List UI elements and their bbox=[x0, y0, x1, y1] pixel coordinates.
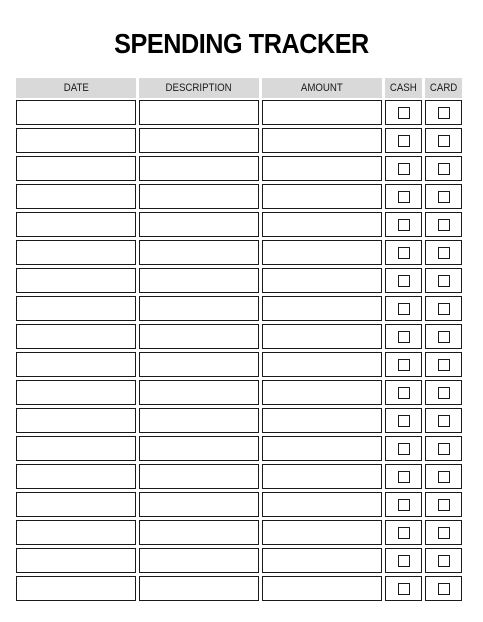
card-cell bbox=[425, 100, 462, 125]
description-field[interactable] bbox=[139, 184, 259, 209]
table-row bbox=[16, 100, 464, 125]
cash-checkbox[interactable] bbox=[398, 499, 410, 511]
table-row bbox=[16, 212, 464, 237]
cash-cell bbox=[385, 268, 422, 293]
cash-checkbox[interactable] bbox=[398, 387, 410, 399]
table-row bbox=[16, 128, 464, 153]
cash-checkbox[interactable] bbox=[398, 303, 410, 315]
description-field[interactable] bbox=[139, 212, 259, 237]
amount-field[interactable] bbox=[262, 240, 382, 265]
date-field[interactable] bbox=[16, 548, 136, 573]
column-header-card: CARD bbox=[425, 78, 462, 98]
card-checkbox[interactable] bbox=[438, 359, 450, 371]
cash-cell bbox=[385, 156, 422, 181]
description-field[interactable] bbox=[139, 156, 259, 181]
card-cell bbox=[425, 268, 462, 293]
cash-cell bbox=[385, 240, 422, 265]
cash-cell bbox=[385, 464, 422, 489]
cash-checkbox[interactable] bbox=[398, 471, 410, 483]
card-checkbox[interactable] bbox=[438, 247, 450, 259]
card-cell bbox=[425, 464, 462, 489]
date-field[interactable] bbox=[16, 464, 136, 489]
card-checkbox[interactable] bbox=[438, 499, 450, 511]
amount-field[interactable] bbox=[262, 464, 382, 489]
column-header-amount: AMOUNT bbox=[262, 78, 382, 98]
card-cell bbox=[425, 240, 462, 265]
card-checkbox[interactable] bbox=[438, 471, 450, 483]
description-field[interactable] bbox=[139, 100, 259, 125]
cash-cell bbox=[385, 212, 422, 237]
card-cell bbox=[425, 128, 462, 153]
table-row bbox=[16, 156, 464, 181]
amount-field[interactable] bbox=[262, 184, 382, 209]
cash-cell bbox=[385, 324, 422, 349]
card-cell bbox=[425, 520, 462, 545]
card-checkbox[interactable] bbox=[438, 331, 450, 343]
date-field[interactable] bbox=[16, 436, 136, 461]
cash-checkbox[interactable] bbox=[398, 275, 410, 287]
page-title: SPENDING TRACKER bbox=[114, 28, 369, 59]
cash-checkbox[interactable] bbox=[398, 583, 410, 595]
cash-cell bbox=[385, 520, 422, 545]
cash-checkbox[interactable] bbox=[398, 527, 410, 539]
date-field[interactable] bbox=[16, 296, 136, 321]
table-row bbox=[16, 240, 464, 265]
cash-checkbox[interactable] bbox=[398, 247, 410, 259]
table-row bbox=[16, 436, 464, 461]
amount-field[interactable] bbox=[262, 576, 382, 601]
amount-field[interactable] bbox=[262, 408, 382, 433]
date-field[interactable] bbox=[16, 240, 136, 265]
date-field[interactable] bbox=[16, 212, 136, 237]
cash-checkbox[interactable] bbox=[398, 415, 410, 427]
card-checkbox[interactable] bbox=[438, 583, 450, 595]
card-checkbox[interactable] bbox=[438, 527, 450, 539]
cash-cell bbox=[385, 184, 422, 209]
table-row bbox=[16, 464, 464, 489]
card-cell bbox=[425, 352, 462, 377]
amount-field[interactable] bbox=[262, 520, 382, 545]
cash-cell bbox=[385, 128, 422, 153]
table-row bbox=[16, 520, 464, 545]
date-field[interactable] bbox=[16, 184, 136, 209]
description-field[interactable] bbox=[139, 408, 259, 433]
date-field[interactable] bbox=[16, 576, 136, 601]
card-checkbox[interactable] bbox=[438, 303, 450, 315]
description-field[interactable] bbox=[139, 380, 259, 405]
table-body bbox=[16, 100, 464, 601]
table-row bbox=[16, 324, 464, 349]
amount-field[interactable] bbox=[262, 212, 382, 237]
cash-checkbox[interactable] bbox=[398, 555, 410, 567]
card-checkbox[interactable] bbox=[438, 443, 450, 455]
card-cell bbox=[425, 324, 462, 349]
cash-cell bbox=[385, 352, 422, 377]
date-field[interactable] bbox=[16, 100, 136, 125]
column-header-description: DESCRIPTION bbox=[139, 78, 259, 98]
card-cell bbox=[425, 492, 462, 517]
table-row bbox=[16, 268, 464, 293]
cash-cell bbox=[385, 492, 422, 517]
amount-field[interactable] bbox=[262, 380, 382, 405]
column-header-cash: CASH bbox=[385, 78, 422, 98]
cash-cell bbox=[385, 296, 422, 321]
cash-checkbox[interactable] bbox=[398, 107, 410, 119]
amount-field[interactable] bbox=[262, 296, 382, 321]
amount-field[interactable] bbox=[262, 100, 382, 125]
cash-checkbox[interactable] bbox=[398, 163, 410, 175]
cash-cell bbox=[385, 436, 422, 461]
cash-checkbox[interactable] bbox=[398, 331, 410, 343]
amount-field[interactable] bbox=[262, 324, 382, 349]
amount-field[interactable] bbox=[262, 156, 382, 181]
cash-cell bbox=[385, 548, 422, 573]
table-row bbox=[16, 492, 464, 517]
cash-cell bbox=[385, 576, 422, 601]
date-field[interactable] bbox=[16, 352, 136, 377]
card-cell bbox=[425, 548, 462, 573]
date-field[interactable] bbox=[16, 408, 136, 433]
cash-checkbox[interactable] bbox=[398, 135, 410, 147]
description-field[interactable] bbox=[139, 324, 259, 349]
card-checkbox[interactable] bbox=[438, 219, 450, 231]
date-field[interactable] bbox=[16, 268, 136, 293]
table-row bbox=[16, 184, 464, 209]
date-field[interactable] bbox=[16, 380, 136, 405]
cash-cell bbox=[385, 408, 422, 433]
column-header-date: DATE bbox=[16, 78, 136, 98]
card-checkbox[interactable] bbox=[438, 415, 450, 427]
cash-checkbox[interactable] bbox=[398, 219, 410, 231]
card-checkbox[interactable] bbox=[438, 163, 450, 175]
date-field[interactable] bbox=[16, 128, 136, 153]
cash-checkbox[interactable] bbox=[398, 359, 410, 371]
table-row bbox=[16, 296, 464, 321]
cash-cell bbox=[385, 380, 422, 405]
card-cell bbox=[425, 380, 462, 405]
card-checkbox[interactable] bbox=[438, 275, 450, 287]
cash-checkbox[interactable] bbox=[398, 191, 410, 203]
card-checkbox[interactable] bbox=[438, 191, 450, 203]
cash-cell bbox=[385, 100, 422, 125]
amount-field[interactable] bbox=[262, 352, 382, 377]
cash-checkbox[interactable] bbox=[398, 443, 410, 455]
table-row bbox=[16, 380, 464, 405]
card-cell bbox=[425, 436, 462, 461]
description-field[interactable] bbox=[139, 128, 259, 153]
table-row bbox=[16, 408, 464, 433]
description-field[interactable] bbox=[139, 296, 259, 321]
description-field[interactable] bbox=[139, 520, 259, 545]
description-field[interactable] bbox=[139, 464, 259, 489]
amount-field[interactable] bbox=[262, 548, 382, 573]
table-header bbox=[16, 78, 464, 98]
table-row bbox=[16, 576, 464, 601]
description-field[interactable] bbox=[139, 492, 259, 517]
card-cell bbox=[425, 184, 462, 209]
amount-field[interactable] bbox=[262, 128, 382, 153]
card-cell bbox=[425, 408, 462, 433]
card-cell bbox=[425, 296, 462, 321]
card-checkbox[interactable] bbox=[438, 387, 450, 399]
spending-table bbox=[16, 78, 464, 604]
description-field[interactable] bbox=[139, 240, 259, 265]
card-cell bbox=[425, 156, 462, 181]
description-field[interactable] bbox=[139, 548, 259, 573]
amount-field[interactable] bbox=[262, 268, 382, 293]
table-row bbox=[16, 352, 464, 377]
table-row bbox=[16, 548, 464, 573]
description-field[interactable] bbox=[139, 576, 259, 601]
card-checkbox[interactable] bbox=[438, 135, 450, 147]
card-cell bbox=[425, 576, 462, 601]
description-field[interactable] bbox=[139, 268, 259, 293]
card-checkbox[interactable] bbox=[438, 555, 450, 567]
amount-field[interactable] bbox=[262, 436, 382, 461]
date-field[interactable] bbox=[16, 492, 136, 517]
date-field[interactable] bbox=[16, 156, 136, 181]
card-checkbox[interactable] bbox=[438, 107, 450, 119]
description-field[interactable] bbox=[139, 436, 259, 461]
date-field[interactable] bbox=[16, 520, 136, 545]
card-cell bbox=[425, 212, 462, 237]
date-field[interactable] bbox=[16, 324, 136, 349]
amount-field[interactable] bbox=[262, 492, 382, 517]
description-field[interactable] bbox=[139, 352, 259, 377]
